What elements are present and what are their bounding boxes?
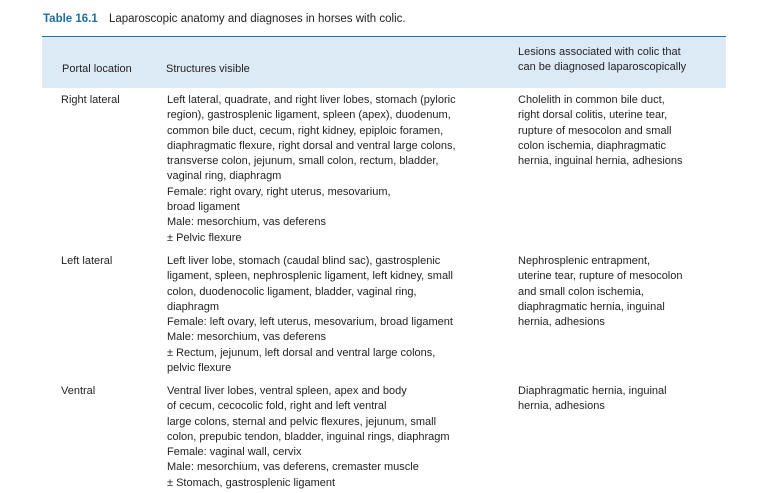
structures-line: Male: mesorchium, vas deferens, cremaster muscle	[167, 461, 419, 474]
lesions-line: uterine tear, rupture of mesocolon	[518, 270, 683, 283]
structures-line: common bile duct, cecum, right kidney, epiploic foramen,	[167, 124, 444, 137]
lesions-line: hernia, adhesions	[518, 316, 605, 329]
lesions-line: colon ischemia, diaphragmatic	[518, 139, 666, 152]
structures-line: diaphragmatic flexure, right dorsal and ventral large colons,	[167, 139, 456, 152]
structures-line: Female: left ovary, left uterus, mesovarium, broad ligament	[167, 316, 453, 329]
table-title: Laparoscopic anatomy and diagnoses in horses with colic.	[108, 13, 406, 25]
lesions-line: hernia, inguinal hernia, adhesions	[518, 155, 683, 168]
structures-line: transverse colon, jejunum, small colon, rectum, bladder,	[167, 155, 439, 168]
structures-cell-ventral	[167, 384, 507, 491]
portal-cell-right-lateral: Right lateral	[61, 94, 120, 106]
structures-line: ± Pelvic flexure	[167, 231, 242, 244]
portal-cell-ventral: Ventral	[61, 385, 96, 397]
table-caption	[43, 13, 406, 25]
header-lesions	[518, 45, 723, 75]
structures-line: colon, duodenocolic ligament, bladder, vaginal ring,	[167, 285, 417, 298]
structures-line: pelvic flexure	[167, 362, 232, 375]
lesions-line: Nephrosplenic entrapment,	[518, 255, 651, 267]
header-portal-location: Portal location	[62, 63, 132, 75]
lesions-line: right dorsal colitis, uterine tear,	[518, 109, 668, 122]
structures-line: Female: vaginal wall, cervix	[167, 446, 302, 459]
lesions-line: diaphragmatic hernia, inguinal	[518, 300, 665, 313]
lesions-line: rupture of mesocolon and small	[518, 124, 672, 137]
structures-line: Female: right ovary, right uterus, mesovarium,	[167, 185, 391, 198]
structures-line: ± Stomach, gastrosplenic ligament	[167, 476, 336, 489]
structures-line: Ventral liver lobes, ventral spleen, apex and body	[167, 385, 407, 397]
structures-line: ligament, spleen, nephrosplenic ligament, left kidney, small	[167, 270, 453, 283]
structures-line: of cecum, cecocolic fold, right and left ventral	[167, 400, 387, 413]
lesions-line: Diaphragmatic hernia, inguinal	[518, 385, 667, 397]
lesions-cell-left-lateral	[518, 254, 723, 330]
lesions-cell-right-lateral	[518, 93, 723, 169]
structures-cell-left-lateral	[167, 254, 507, 376]
structures-line: Male: mesorchium, vas deferens	[167, 216, 326, 229]
structures-line: vaginal ring, diaphragm	[167, 170, 282, 183]
structures-line: diaphragm	[167, 300, 219, 313]
lesions-line: Cholelith in common bile duct,	[518, 94, 665, 106]
header-structures-visible: Structures visible	[166, 63, 250, 75]
structures-line: broad ligament	[167, 201, 240, 214]
structures-line: large colons, sternal and pelvic flexures, jejunum, small	[167, 415, 437, 428]
lesions-cell-ventral	[518, 384, 723, 415]
structures-line: Male: mesorchium, vas deferens	[167, 331, 326, 344]
lesions-line: hernia, adhesions	[518, 400, 605, 413]
portal-cell-left-lateral: Left lateral	[61, 255, 113, 267]
structures-line: region), gastrosplenic ligament, spleen (apex), duodenum,	[167, 109, 451, 122]
header-lesions-line: Lesions associated with colic that	[518, 46, 681, 58]
lesions-line: and small colon ischemia,	[518, 285, 644, 298]
header-lesions-line: can be diagnosed laparoscopically	[518, 61, 687, 73]
structures-line: Left lateral, quadrate, and right liver lobes, stomach (pyloric	[167, 94, 456, 106]
structures-line: Left liver lobe, stomach (caudal blind sac), gastrosplenic	[167, 255, 441, 267]
structures-cell-right-lateral	[167, 93, 507, 246]
table-number: Table 16.1	[43, 13, 98, 25]
structures-line: ± Rectum, jejunum, left dorsal and ventral large colons,	[167, 346, 436, 359]
structures-line: colon, prepubic tendon, bladder, inguinal rings, diaphragm	[167, 430, 450, 443]
